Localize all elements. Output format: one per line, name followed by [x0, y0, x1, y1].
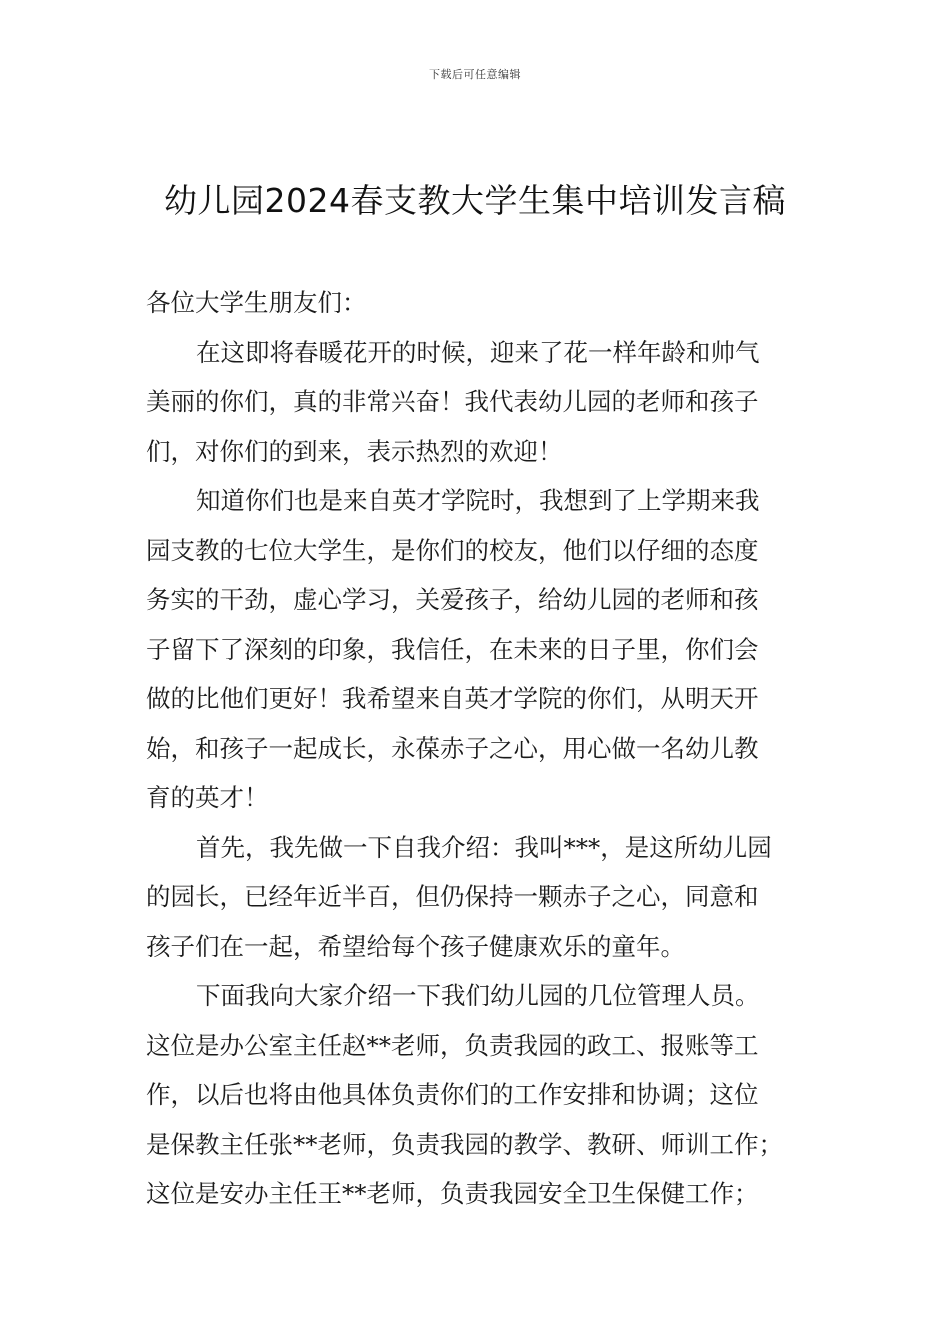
- paragraph-line: 们，对你们的到来，表示热烈的欢迎！: [146, 436, 563, 466]
- paragraph-line: 这位是安办主任王**老师，负责我园安全卫生保健工作；: [146, 1179, 759, 1208]
- paragraph-line: 孩子们在一起，希望给每个孩子健康欢乐的童年。: [146, 931, 685, 961]
- paragraph-line: 做的比他们更好！我希望来自英才学院的你们，从明天开: [146, 684, 759, 713]
- paragraph-line: 作，以后也将由他具体负责你们的工作安排和协调；这位: [146, 1080, 759, 1109]
- paragraph-line: 是保教主任张**老师，负责我园的教学、教研、师训工作；: [146, 1129, 783, 1159]
- document-body: [146, 278, 826, 1219]
- paragraph-line: 的园长，已经年近半百，但仍保持一颗赤子之心，同意和: [146, 882, 759, 911]
- paragraph-line: 在这即将春暖花开的时候，迎来了花一样年龄和帅气: [196, 337, 760, 367]
- paragraph-line: 始，和孩子一起成长，永葆赤子之心，用心做一名幼儿教: [146, 733, 759, 763]
- paragraph-line: 美丽的你们，真的非常兴奋！我代表幼儿园的老师和孩子: [146, 387, 759, 416]
- paragraph-line: 园支教的七位大学生，是你们的校友，他们以仔细的态度: [146, 535, 759, 565]
- download-note: 下载后可任意编辑: [429, 68, 521, 81]
- paragraph-line: 这位是办公室主任赵**老师，负责我园的政工、报账等工: [146, 1030, 759, 1060]
- paragraph-line: 下面我向大家介绍一下我们幼儿园的几位管理人员。: [196, 981, 760, 1010]
- paragraph-line: 首先，我先做一下自我介绍：我叫***，是这所幼儿园: [196, 832, 772, 862]
- document-title: 幼儿园2024春支教大学生集中培训发言稿: [164, 181, 786, 220]
- paragraph-line: 知道你们也是来自英才学院时，我想到了上学期来我: [196, 486, 760, 515]
- salutation: 各位大学生朋友们：: [146, 288, 367, 317]
- paragraph-line: 育的英才！: [146, 783, 269, 812]
- paragraph-line: 子留下了深刻的印象，我信任，在未来的日子里，你们会: [146, 634, 759, 664]
- paragraph-line: 务实的干劲，虚心学习，关爱孩子，给幼儿园的老师和孩: [146, 585, 759, 614]
